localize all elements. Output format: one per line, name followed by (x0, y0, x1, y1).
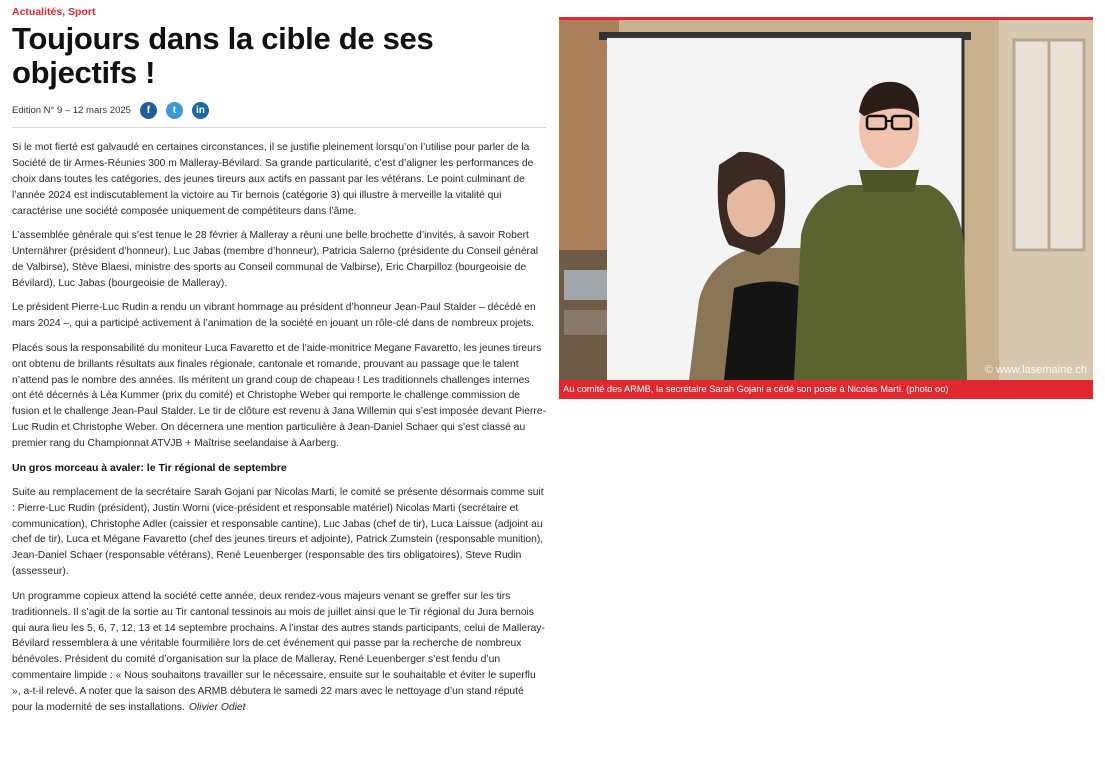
article-photo[interactable] (559, 17, 1093, 380)
photo-illustration (559, 20, 1093, 380)
article-subheading: Un gros morceau à avaler: le Tir régional de septembre (12, 461, 287, 474)
article-body (12, 140, 546, 716)
article-meta (12, 102, 546, 128)
category-breadcrumb: Actualités, Sport (12, 6, 96, 18)
photo-caption: Au comité des ARMB, la secrétaire Sarah Gojani a cédé son poste à Nicolas Marti. (photo oo) (559, 380, 1093, 399)
category-link-sport[interactable]: Sport (68, 6, 96, 18)
category-link-news[interactable]: Actualités (12, 6, 63, 18)
linkedin-icon[interactable]: in (192, 102, 209, 119)
article-title: Toujours dans la cible de ses objectifs ! (12, 21, 434, 90)
facebook-icon[interactable]: f (140, 102, 157, 119)
edition-date: Edition N° 9 – 12 mars 2025 (12, 105, 131, 116)
paragraph: Suite au remplacement de la secrétaire Sarah Gojani par Nicolas Marti, le comité se présente désormais comme suit : Pierre-Luc Rudin (président), Justin Worni (vice-président et responsable matériel) Nicolas Marti (secrétaire et communication), Christophe Adler (caissier et responsable cantine), Luc Jabas (chef de tir), Luca Laissue (adjoint au chef de tir), Luca et Mégane Favaretto (chef des jeunes tireurs et adjointe), Patrick Zumstein (responsable munition), Jean-Daniel Schaer (responsable vétérans), René Leuenberger (responsable des tirs obligatoires), Steve Rudin (assesseur). (12, 486, 544, 578)
author-signature: Olivier Odiet (188, 702, 246, 714)
paragraph: Placés sous la responsabilité du moniteur Luca Favaretto et de l’aide-monitrice Megane Favaretto, les jeunes tireurs ont obtenu de brillants résultats aux finales régionale, cantonale et romande, prouvant au passage que le talent n’attend pas le nombre des années. Ils méritent un grand coup de chapeau ! Les traditionnels challenges internes ont été décernés à Léa Kummer (prix du comité) et Christophe Weber qui remporte le challenge commission de fusion et le challenge Jean-Paul Stalder. Le tir de clôture est revenu à Jana Willemin qui s’est imposée devant Pierre-Luc Rudin et Christophe Weber. On décernera une mention particulière à Jean-Daniel Schaer qui s’est classé au premier rang du Championnat ATVJB + Maîtrise seelandaise à Aarberg. (12, 342, 547, 450)
photo-column (559, 17, 1093, 399)
article-column (12, 6, 546, 725)
paragraph (12, 589, 546, 716)
paragraph: Le président Pierre-Luc Rudin a rendu un vibrant hommage au président d’honneur Jean-Paul Stalder – décédé en mars 2024 –, qui a participé activement à l’animation de la société en jouant un rôle-clé dans de nombreux projets. (12, 302, 536, 330)
paragraph: Si le mot fierté est galvaudé en certaines circonstances, il se justifie pleinement lorsqu’on l’utilise pour parler de la Société de tir Armes-Réunies 300 m Malleray-Bévilard. Sa grande particularité, c’est d’aligner les performances de choix dans toutes les catégories, des jeunes tireurs aux actifs en passant par les vétérans. Le point culminant de l’année 2024 est indiscutablement la victoire au Tir bernois (catégorie 3) qui illustre à merveille la vitalité qui caractérise une société composée uniquement de compétiteurs dans l’âme. (12, 142, 534, 217)
twitter-icon[interactable]: t (166, 102, 183, 119)
paragraph: L’assemblée générale qui s’est tenue le 28 février à Malleray a réuni une belle brochette d’invités, à savoir Robert Unternährer (président d’honneur), Luc Jabas (membre d’honneur), Patricia Salerno (présidente du Conseil général de Valbirse), Stève Blaesi, ministre des sports au Conseil communal de Valbirse), Eric Charpilloz (bourgeoisie de Bévilard), Luc Jabas (bourgeoisie de Malleray). (12, 230, 539, 289)
photo-watermark: © www.lasemaine.ch (984, 364, 1087, 376)
paragraph-text: Un programme copieux attend la société cette année, deux rendez-vous majeurs venant se greffer sur les tirs traditionnels. Il s’agit de la sortie au Tir cantonal tessinois au mois de juillet ainsi que le Tir régional du Jura bernois qui aura lieu les 5, 6, 7, 12, 13 et 14 septembre prochains. A l’instar des autres stands participants, celui de Malleray-Bévilard ressemblera à une véritable fourmilière lors de cet événement qui passe par la recherche de nombreux bénévoles. Président du comité d’organisation sur la place de Malleray, René Leuenberger s’est fendu d’un commentaire limpide : « Nous souhaitons travailler sur le nécessaire, ensuite sur le souhaitable et éviter le superflu », a-t-il relevé. A noter que la saison des ARMB débutera le samedi 22 mars avec le nettoyage d’un stand réputé pour la modernité de ses installations. (12, 590, 545, 714)
